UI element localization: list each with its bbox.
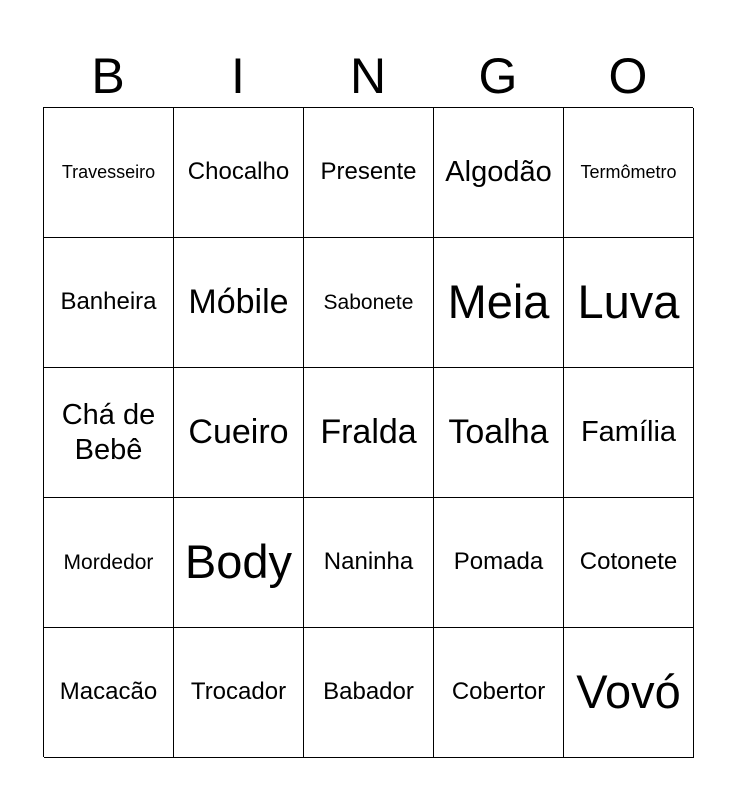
bingo-cell[interactable]: Chá de Bebê: [44, 368, 174, 498]
bingo-cell[interactable]: Chocalho: [174, 108, 304, 238]
bingo-cell[interactable]: Banheira: [44, 238, 174, 368]
bingo-cell[interactable]: Sabonete: [304, 238, 434, 368]
bingo-header: [43, 45, 693, 107]
bingo-cell[interactable]: Pomada: [434, 498, 564, 628]
bingo-cell[interactable]: Luva: [564, 238, 694, 368]
header-letter-o: O: [608, 48, 648, 104]
bingo-cell[interactable]: Babador: [304, 628, 434, 758]
bingo-cell[interactable]: Família: [564, 368, 694, 498]
bingo-cell[interactable]: Body: [174, 498, 304, 628]
bingo-cell[interactable]: Termômetro: [564, 108, 694, 238]
bingo-cell[interactable]: Mordedor: [44, 498, 174, 628]
bingo-cell[interactable]: Macacão: [44, 628, 174, 758]
bingo-cell[interactable]: Toalha: [434, 368, 564, 498]
bingo-cell[interactable]: Vovó: [564, 628, 694, 758]
bingo-cell[interactable]: Travesseiro: [44, 108, 174, 238]
header-letter-n: N: [349, 48, 387, 104]
bingo-cell[interactable]: Trocador: [174, 628, 304, 758]
header-letter-b: B: [91, 48, 125, 104]
bingo-cell[interactable]: Cueiro: [174, 368, 304, 498]
bingo-cell[interactable]: Cotonete: [564, 498, 694, 628]
bingo-cell[interactable]: Presente: [304, 108, 434, 238]
bingo-board: [43, 107, 693, 757]
bingo-cell[interactable]: Meia: [434, 238, 564, 368]
bingo-cell[interactable]: Algodão: [434, 108, 564, 238]
bingo-cell[interactable]: Fralda: [304, 368, 434, 498]
bingo-cell[interactable]: Cobertor: [434, 628, 564, 758]
header-letter-g: G: [478, 48, 518, 104]
header-letter-i: I: [231, 48, 245, 104]
bingo-cell[interactable]: Móbile: [174, 238, 304, 368]
bingo-cell[interactable]: Naninha: [304, 498, 434, 628]
